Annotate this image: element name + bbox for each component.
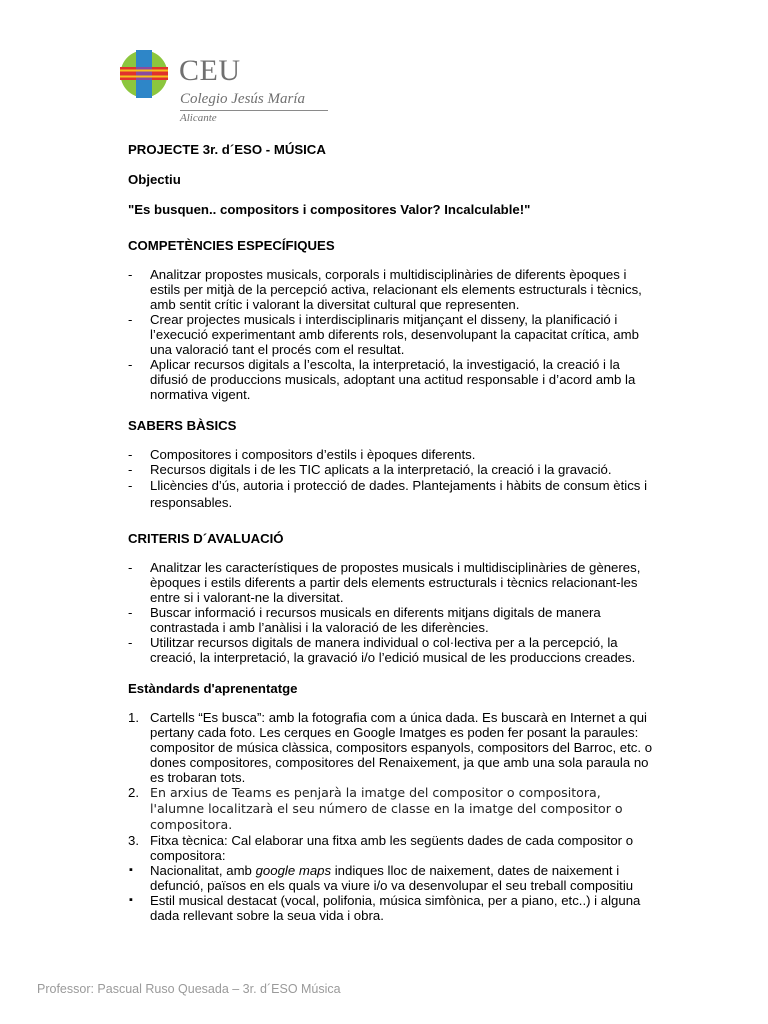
competencies-heading: COMPETÈNCIES ESPECÍFIQUES [128, 238, 335, 253]
objective-heading: Objectiu [128, 172, 181, 187]
logo-divider [180, 110, 328, 111]
list-item: - Utilitzar recursos digitals de manera individual o col·lectiva per a la percepció, la creació, la interpretació, la gravació i/o l’edició musical de les produccions creades. [128, 635, 658, 665]
list-marker: 1. [128, 710, 139, 725]
list-item: - Recursos digitals i de les TIC aplicats a la interpretació, la creació i la gravació. [128, 462, 658, 477]
document-title: PROJECTE 3r. d´ESO - MÚSICA [128, 142, 326, 157]
list-item-text: indiques lloc de naixement, dates de naixement i defunció, països en els quals va viure i/o va desenvolupar el seu treball compositiu [150, 863, 634, 893]
logo-brand: CEU [179, 54, 241, 87]
standards-list [128, 710, 658, 923]
list-item: - Aplicar recursos digitals a l’escolta, la interpretació, la investigació, la creació i la difusió de produccions musicals, adoptant una actitud responsable i d’acord amb la normativa vigent. [128, 357, 658, 402]
list-item-text: Cartells “Es busca”: amb la fotografia com a única dada. Es buscarà en Internet a qui pertany cada foto. Les cerques en Google Imatges es poden fer posant la paraules: compositor de música clàssica, compositors espanyols, compositors del Barroc, etc. o dones compositores, compositores del Renaixement, ja que amb una sola paraula no es trobaran tots. [150, 710, 653, 785]
logo-city: Alicante [180, 112, 217, 124]
document-body [128, 142, 658, 923]
criteria-list [128, 560, 658, 665]
list-item [128, 785, 658, 833]
standards-heading: Estàndards d'aprenentatge [128, 681, 298, 696]
objective-quote: "Es busquen.. compositors i compositores Valor? Incalculable!" [128, 202, 531, 217]
list-item [128, 893, 658, 923]
list-marker: 3. [128, 833, 139, 848]
list-marker: 2. [128, 785, 139, 800]
list-item-text: En arxius de Teams es penjarà la imatge del compositor o compositora, l'alumne localitzarà el seu número de classe en la imatge del compositor o compositora. [150, 785, 623, 832]
square-bullet-icon: ▪ [129, 894, 133, 906]
list-item [128, 710, 658, 785]
list-item [128, 833, 658, 863]
competencies-list [128, 267, 658, 402]
ceu-emblem-icon [120, 50, 168, 98]
list-item-text: Estil musical destacat (vocal, polifonia, música simfònica, per a piano, etc..) i alguna dada rellevant sobre la seua vida i obra. [150, 893, 641, 923]
school-logo [120, 50, 320, 130]
list-item [128, 863, 658, 893]
list-item: - Analitzar les característiques de propostes musicals i multidisciplinàries de gèneres, èpoques i estils diferents a partir dels elements estructurals i tècnics relacionant-les entre si i valorant-ne la diversitat. [128, 560, 658, 605]
list-item: - Compositores i compositors d’estils i èpoques diferents. [128, 447, 658, 462]
logo-school-name: Colegio Jesús María [180, 91, 305, 107]
sabers-list [128, 447, 658, 511]
page-footer: Professor: Pascual Ruso Quesada – 3r. d´ESO Música [37, 982, 341, 996]
list-item: - Buscar informació i recursos musicals en diferents mitjans digitals de manera contrastada i amb l’anàlisi i la valoració de les diferències. [128, 605, 658, 635]
list-item-text: Nacionalitat, amb [150, 863, 256, 878]
emphasis-text: google maps [255, 863, 332, 878]
list-item: - Crear projectes musicals i interdisciplinaris mitjançant el disseny, la planificació i l’execució experimentant amb diferents rols, desenvolupant la capacitat crítica, amb una valoració tant el procés com el resultat. [128, 312, 658, 357]
sabers-heading: SABERS BÀSICS [128, 418, 237, 433]
list-item-text: Fitxa tècnica: Cal elaborar una fitxa amb les següents dades de cada compositor o compositora: [150, 833, 634, 863]
criteria-heading: CRITERIS D´AVALUACIÓ [128, 531, 284, 546]
list-item: - Llicències d’ús, autoria i protecció de dades. Plantejaments i hàbits de consum ètics i responsables. [128, 477, 658, 511]
square-bullet-icon: ▪ [129, 864, 133, 876]
list-item: - Analitzar propostes musicals, corporals i multidisciplinàries de diferents èpoques i estils per mitjà de la percepció activa, relacionant els elements estructurals i tècnics, amb sentit crític i valorant la diversitat cultural que representen. [128, 267, 658, 312]
